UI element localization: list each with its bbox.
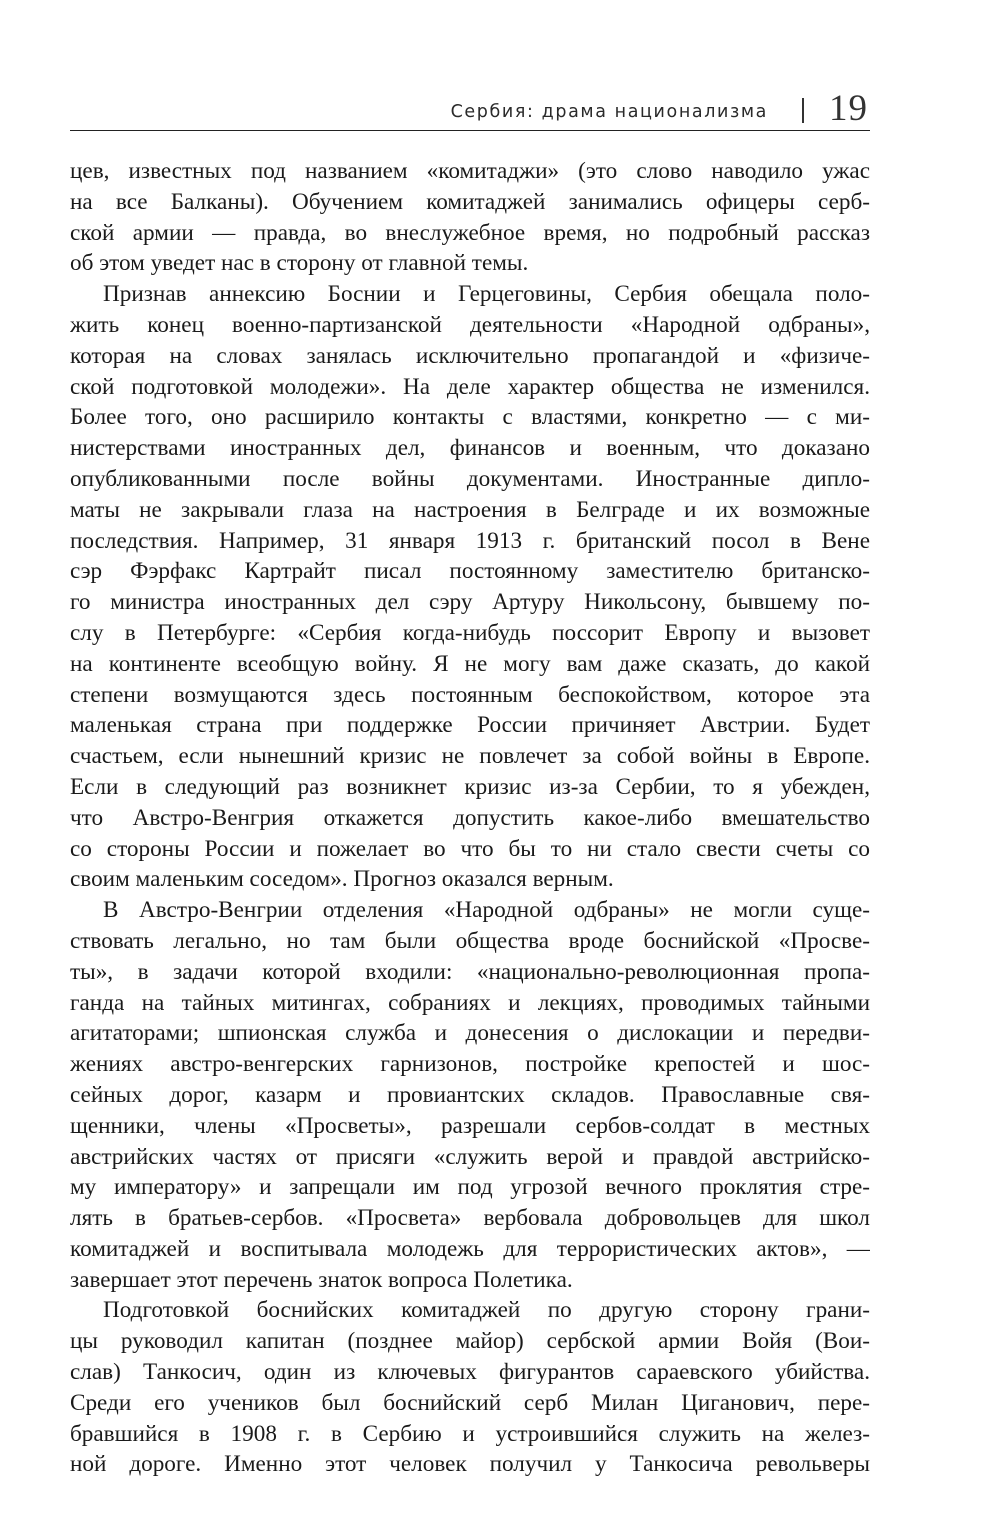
text-line: австрийских частях от присяги «служить верой и правдой австрийско- [70,1143,870,1170]
text-line: завершает этот перечень знаток вопроса Полетика. [70,1266,573,1293]
text-line: цев, известных под названием «комитаджи» (это слово наводило ужас [70,158,870,184]
text-line: му императору» и запрещали им под угрозой вечного проклятия стре- [70,1174,870,1201]
text-line: опубликованными после войны документами. Иностранные дипло- [70,465,870,492]
text-line: ской подготовкой молодежи». На деле характер общества не изменился. [70,373,870,400]
text-line: комитаджей и воспитывала молодежь для террористических актов», — [70,1235,870,1262]
text-line: ты», в задачи которой входили: «национально-революционная пропа- [70,958,870,985]
text-line: жениях австро-венгерских гарнизонов, постройке крепостей и шос- [70,1051,870,1078]
text-line: Подготовкой боснийских комитаджей по другую сторону грани- [103,1297,870,1324]
header-separator [802,98,804,123]
paragraph [70,156,870,279]
text-line: бравшийся в 1908 г. в Сербию и устроившийся служить на желез- [70,1420,870,1447]
text-line: на все Балканы). Обучением комитаджей занимались офицеры серб- [70,188,870,215]
text-line: Если в следующий раз возникнет кризис из-за Сербии, то я убежден, [70,773,870,800]
text-line: степени возмущаются здесь постоянным беспокойством, которое эта [70,681,870,708]
text-line: сейных дорог, казарм и провиантских складов. Православные свя- [70,1081,870,1108]
running-head [70,86,870,131]
text-line: маленькая страна при поддержке России причиняет Австрии. Будет [70,712,870,739]
text-line: го министра иностранных дел сэру Артуру Никольсону, бывшему по- [70,589,870,616]
text-line: ствовать легально, но там были общества вроде боснийской «Просве- [70,927,870,954]
text-line: лять в братьев-сербов. «Просвета» вербовала добровольцев для школ [70,1205,870,1232]
page-number: 19 [829,88,868,129]
text-line: счастьем, если нынешний кризис не повлечет за собой войны в Европе. [70,743,870,770]
text-line: ской армии — правда, во внеслужебное время, но подробный рассказ [70,219,870,246]
paragraph [70,279,870,895]
paragraph [70,1295,870,1480]
text-line: со стороны России и пожелает во что бы то ни стало свести счеты со [70,835,870,862]
text-line: об этом уведет нас в сторону от главной темы. [70,250,529,277]
text-line: Среди его учеников был боснийский серб Милан Циганович, пере- [70,1389,870,1416]
text-line: маты не закрывали глаза на настроения в Белграде и их возможные [70,496,870,523]
paragraph [70,895,870,1295]
text-line: нистерствами иностранных дел, финансов и военным, что доказано [70,435,870,462]
text-line: агитаторами; шпионская служба и донесения о дислокации и передви- [70,1020,870,1047]
body-text [70,156,870,1480]
text-line: ной дороге. Именно этот человек получил у Танкосича револьверы [70,1451,870,1478]
text-line: что Австро-Венгрия откажется допустить какое-либо вмешательство [70,804,870,831]
book-page [70,0,870,1537]
text-line: щенники, члены «Просветы», разрешали сербов-солдат в местных [70,1112,870,1139]
text-line: своим маленьким соседом». Прогноз оказался верным. [70,866,614,893]
text-line: В Австро-Венгрии отделения «Народной одбраны» не могли суще- [103,897,870,924]
text-line: на континенте всеобщую войну. Я не могу вам даже сказать, до какой [70,650,870,677]
text-line: слу в Петербурге: «Сербия когда-нибудь поссорит Европу и вызовет [70,619,870,646]
text-line: сэр Фэрфакс Картрайт писал постоянному заместителю британско- [70,558,870,585]
text-line: Признав аннексию Боснии и Герцеговины, Сербия обещала поло- [103,281,870,308]
text-line: Более того, оно расширило контакты с властями, конкретно — с ми- [70,404,870,431]
text-line: цы руководил капитан (позднее майор) сербской армии Войя (Вои- [70,1328,870,1355]
text-line: слав) Танкосич, один из ключевых фигурантов сараевского убийства. [70,1359,870,1386]
text-line: последствия. Например, 31 января 1913 г. британский посол в Вене [70,527,870,554]
running-title: Сербия: драма национализма [450,102,768,122]
text-line: которая на словах занялась исключительно пропагандой и «физиче- [70,342,870,369]
text-line: ганда на тайных митингах, собраниях и лекциях, проводимых тайными [70,989,870,1016]
text-line: жить конец военно-партизанской деятельности «Народной одбраны», [70,311,870,338]
